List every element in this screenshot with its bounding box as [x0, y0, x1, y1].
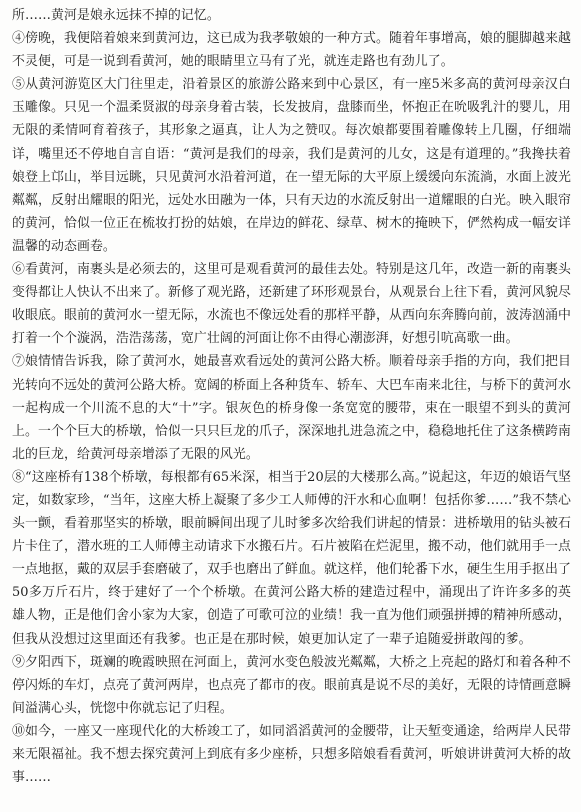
paragraph-8: ⑧“这座桥有138个桥墩，每根都有65米深，相当于20层的大楼那么高。”说起这，年迈的娘语气坚定，如数家珍，“当年，这座大桥上凝聚了多少工人师傅的汗水和心血啊！包括你爹……”我不禁心头一颤，看着那坚实的桥墩，眼前瞬间出现了儿时爹多次给我们讲起的情景：进桥墩用的钻头被石片卡住了，潜水班的工人师傅主动请求下水搬石片。石片被陷在烂泥里，搬不动，他们就用手一点一点地抠，戴的双层手套磨破了，双手也磨出了鲜血。就这样，他们轮番下水，硬生生用手抠出了50多万斤石片，终于建好了一个个桥墩。在黄河公路大桥的建造过程中，涌现出了许许多多的英雄人物，正是他们舍小家为大家，创造了可歌可泣的业绩！我一直为他们顽强拼搏的精神所感动，但我从没想过这里面还有我爹。也正是在那时候，娘更加认定了一辈子追随爱拼敢闯的爹。: [12, 469, 571, 647]
paragraph-9: ⑨夕阳西下，斑斓的晚霞映照在河面上，黄河水变色般波光粼粼，大桥之上亮起的路灯和着各种不停闪烁的车灯，点亮了黄河两岸，也点亮了都市的夜。眼前真是说不尽的美好，无限的诗情画意瞬间溢满心头，恍惚中你就忘记了归程。: [12, 654, 571, 716]
paragraph-3-tail: 所……黄河是娘永远抹不掉的记忆。: [12, 8, 220, 23]
paragraph-5: ⑤从黄河游览区大门往里走，沿着景区的旅游公路来到中心景区，有一座5米多高的黄河母亲汉白玉雕像。只见一个温柔贤淑的母亲身着古装，长发披肩，盘膝而坐，怀抱正在吮吸乳汁的婴儿，用无限的柔情呵育着孩子，其形象之逼真，让人为之赞叹。每次娘都要围着雕像转上几圈，仔细端详，嘴里还不停地自言自语：“黄河是我们的母亲，我们是黄河的儿女，这是有道理的。”我搀扶着娘登上邙山，举目远眺，只见黄河水沿着河道，在一望无际的大平原上缓缓向东流淌，水面上波光粼粼，反射出耀眼的阳光，远处水田融为一体，只有天边的水流反射出一道耀眼的白光。映入眼帘的黄河，恰似一位正在梳妆打扮的姑娘，在岸边的鲜花、绿草、树木的掩映下，俨然构成一幅安详温馨的动态画卷。: [12, 77, 571, 254]
paragraph-7: ⑦娘情情告诉我，除了黄河水，她最喜欢看远处的黄河公路大桥。顺着母亲手指的方向，我们把目光转向不远处的黄河公路大桥。宽阔的桥面上各种货车、轿车、大巴车南来北往，与桥下的黄河水一起构成一个川流不息的大“十”字。银灰色的桥身像一条宽宽的腰带，束在一眼望不到头的黄河上。一个个巨大的桥墩，恰似一只只巨龙的爪子，深深地扎进急流之中，稳稳地托住了这条横跨南北的巨龙，给黄河母亲增添了无限的风光。: [12, 354, 571, 462]
paragraph-4: ④傍晚，我便陪着娘来到黄河边，这已成为我孝敬娘的一种方式。随着年事增高，娘的腿脚越来越不灵便，可是一说到看黄河，她的眼睛里立马有了光，就连走路也有劲儿了。: [12, 31, 571, 70]
paragraph-6: ⑥看黄河，南裹头是必须去的，这里可是观看黄河的最佳去处。特别是这几年，改造一新的南裹头变得都让人快认不出来了。新修了观光路，还新建了环形观景台，从观景台上往下看，黄河风貌尽收眼底。眼前的黄河水一望无际，水流也不像远处看的那样平静，从西向东奔腾向前，波涛汹涌中打着一个个漩涡，浩浩荡荡，宽广壮阔的河面让你不由得心潮澎湃，好想引吭高歌一曲。: [12, 262, 571, 347]
paragraph-10: ⑩如今，一座又一座现代化的大桥竣工了，如同滔滔黄河的金腰带，让天堑变通途，给两岸人民带来无限福祉。我不想去探究黄河上到底有多少座桥，只想多陪娘看看黄河，听娘讲讲黄河大桥的故事……: [12, 723, 571, 786]
